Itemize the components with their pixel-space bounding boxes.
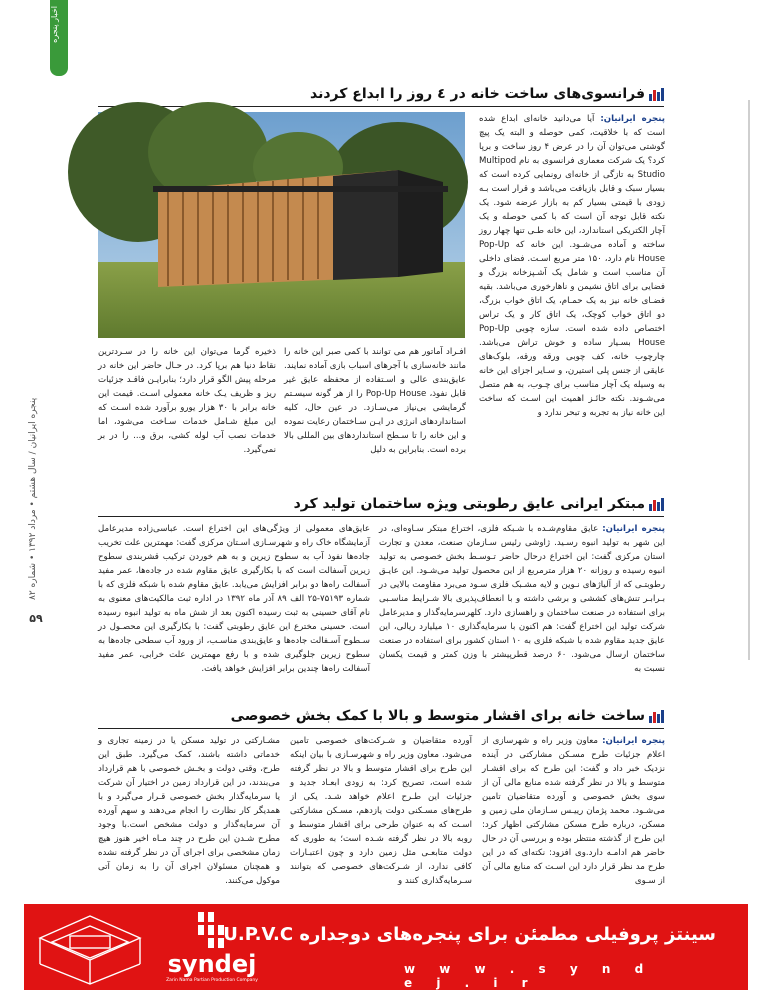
article-3-title-text: ساخت خانه برای اقشار متوسط و بالا با کمک بخش خصوصی (230, 708, 645, 724)
window-profile-icon (30, 908, 154, 988)
chart-icon (649, 498, 665, 511)
article-3-column-1 (482, 734, 665, 886)
ad-headline: سینتز پروفیلی مطمئن برای پنجره‌های دوجداره U.P.V.C (223, 924, 716, 945)
article-3-column-3 (98, 734, 280, 886)
chart-icon (649, 88, 665, 101)
article-1-title (310, 86, 665, 102)
article-2-lead: پنجره ایرانیان: (602, 524, 666, 534)
article-2-rule (98, 516, 664, 517)
ad-url[interactable]: w w w . s y n d e j . i r (404, 962, 654, 990)
ad-brand-sub: Zarin Nama Partian Production Company (166, 978, 258, 983)
article-2-col2-text: عایق‌های معمولی از ویژگی‌های این اختراع است. عباسی‌زاده مدیرعامل آزمایشگاه خاک راه و شهرسـازی اسـتان مرکزی گفت: مهمترین علت تخریب جاده‌ها نفوذ آب به سطوح زیرین و به هم خوردن ترکیب قشربندی سطوح زیرین آسفالت است که با بکارگیری عایق مقاوم شده در جاده‌ها، عمر مفید آسفالت راه‌ها دو برابر افزایش می‌یابد. عایق مقاوم شده با شبکه فلزی که با شماره ۷۵۱۹۳-۲۵ الف ۸۹ آذر ماه ۱۳۹۲ در اداره ثبت مالکیت‌های معنوی به نام آقای حسینی به ثبت رسیده اکنون بعد از شش ماه به تولید انبوه رسیده است. حسینی مخترع این عایق رطوبتی گفت: با بکارگیری این محصـول در سـطوح آسـفالت جاده‌ها و عایق‌بندی مناسـب، از ورود آب سطحی جاده‌ها به سطوح زیرین جلوگیری شده و با رفع مهمترین علت خرابی، عمر مفید آسفالت راه‌ها چندین برابر افزایش خواهد یافت. (98, 524, 370, 674)
article-1-column-1 (479, 112, 665, 440)
article-1-col2-text: افـراد آماتور هم می توانند با کمی صبر این خانه را مانند خانه‌سازی با آجرهای اسباب بازی آماده نمایند. عایق‌بندی عالی و اسـتفاده از محفظه عایق غیر قابل نفوذ، Pop-Up House را از هر گونه سیسـتم گرمایشی بی‌نیاز می‌سـازد. در عین حال، کلیه استانداردهای انرژی در ایـن سـاختمان رعایت نموده و این خانه را تا سـطح استانداردهای بین المللی بالا برده است. بنابراین به دلیل (284, 347, 466, 455)
article-1-title-text: فرانسوی‌های ساخت خانه در ٤ روز را ابداع کردند (310, 86, 645, 102)
article-1-column-2 (284, 345, 466, 455)
house-photo (98, 112, 465, 338)
section-tab (50, 0, 68, 76)
article-2-title-text: مبتکر ایرانی عایق رطوبتی ویژه ساختمان تولید کرد (293, 496, 645, 512)
page-meta: پنجره ایرانیان / سال هشتم • مرداد ۱۳۹۲ • شماره ۸۲ (28, 397, 38, 600)
article-3-col1-text: معاون وزیر راه و شهرسازی از اعلام جزئیات طرح مسـکن مشارکتی در آینده نزدیک خبر داد و گفت: این طرح که برای اقشـار متوسط و بالا در نظر گرفته شده منابع مالی آن از سوی بخش خصوصی و آورده متقاضیان تامین می‌شـود. محمد پژمان رییـس سـازمان ملی زمین و مسکن، درباره طرح مسکن مشارکتی اظهار کرد: این طرح از گذشته منتظر بوده و بررسی آن در حال حاضر هم ادامـه دارد.وی افزود: نکته‌ای که در این طرح مد نظر قرار دارد این اسـت که منابع مالی آن از سـوی (482, 736, 665, 886)
section-tab-label: اخبار پنجره (50, 6, 59, 43)
page-number: ۵۹ (29, 612, 43, 625)
article-3-title (230, 708, 665, 724)
article-2-column-1 (379, 522, 666, 674)
article-2-col1-text: عایق مقاوم‌شـده با شـبکه فلزی، اختراع مبتکر سـاوه‌ای، در این شهر به تولید انبوه رسـید. ژاوشی رئیس سـازمان صنعت، معدن و تجارت استان مرکزی گفت: این اختراع درحال حاضر تـوسـط بخش خصوصی به تولید انبوه رسیده و روزانه ۲۰ هزار مترمربع از این محصول تولید می‌شـود. این عایـق رطوبتـی که از آلیاژهای نـوین و لایه مشـبک فلزی سـود می‌برد مقاومت بالایی در بـرابـر تنش‌های کششی و برشی داشته و با انعطاف‌پذیری بالا شـرایط مناسـبی برای استفاده در صنعت ساختمان و راهسازی دارد. کلهرسرمایه‌گذار و مدیرعامل شرکت تولید این اختراع گفت: هم اکنون با سرمایه‌گذاری ۱۰ میلیارد ریالی، این عایق جدید مقاوم شده با شبکه فلزی به ۱۰ استان کشور برای استفاده در صنعت ساختمان ارسال می‌شود. ۶۰ درصد قطرپیشتر با وزن کمتر و قیمت یکسان نسبت به (379, 524, 665, 674)
article-3-rule (98, 728, 664, 729)
article-1-column-3 (98, 345, 276, 455)
article-1-col3-text: ذخیره گرما می‌توان این خانه را در سـردترین نقاط دنیا هم برپا کرد. در حـال حاضر این خانه در مرحله پیش الگو قرار دارد؛ بنابرایـن فاقـد جزئیات ریز و ظریف یـک خانه معمولی اسـت. قیمت این خانه برابر با ۳۰ هزار یورو برآورد شده اسـت که این مبلغ شـامل خدمات سـاخت می‌شود، اما خدمات نصب آب لوله کشی، برق و... را در بر نمی‌گیرد. (98, 347, 276, 455)
article-3-col2-text: آورده متقاضیان و شـرکت‌های خصوصی تامین می‌شود. معاون وزیر راه و شهرسـازی با بیان اینکه این طرح برای اقشار متوسط و بالا در نظر گرفته شده است، تصریح کرد: به زودی ابعـاد جدید و جزئیات این طـرح اعلام خواهد شـد. یکی از طرح‌های مسـکنی دولت یازدهم، مسـکن مشارکتی اسـت که به عنوان طرحی برای اقشار متوسط و روبه بالا در نظر گرفته شـده است؛ به طوری که دولت متابعـی مثل زمین دارد و چون اعتبـارات کافی ندارد، از شـرکت‌های خصوصی که بتوانند سـرمایه‌گذاری کنند و (290, 736, 472, 886)
article-1-col1-text: آیا می‌دانید خانه‌ای ابداع شده است که با خلاقیت، کمی حوصله و البته یک پیچ گوشتی می‌توان آن را در عرض ۴ روز ساخت و برپا کرد؟ یک شرکت معماری فرانسوی به نام Multipod Studio به تازگی از خانه‌ای رونمایی کرده است که بسیار سبک و قابل بازیافت می‌باشد و قرار است بـه زودی با قیمتی بسیار کم به بازار عرضه شود. یک نکته قابل توجه آن است که با کمی حوصله و یک آچار الکتریکی استاندارد، این خانه طـی تنها چهار روز ساخته و آماده می‌شـود. این خانه که Pop-Up House نام دارد، ۱۵۰ متر مربع اسـت. فضای داخلی آن مناسب است و شامل یک آشـپزخانه بزرگ و فضایی برای اتاق نشیمن و ناهارخوری می‌باشد. بقیه فضـای خانه نیز به یک حمـام، یک اتاق خواب بزرگ، دو اتاق خواب کوچک، یک اتاق کار و یک تراس اختصاص داده شده است. سازه چوبی Pop-Up House بسـیار ساده و خوش تراش می‌باشد. چارچوب خانه، کف چوبی ورقه ورقه، بلوک‌های عایقی از جنس پلی استیرن، و سـایر اجزای این خانه به وسیله یک آچار مناسب برای چـوب، به هم متصل می‌شـوند. نکته حائـز اهمیت این اسـت که ساخت این خانه نیاز به تجربه و تبحر ندارد و (479, 114, 666, 418)
article-1-lead: پنجره ایرانیان: (600, 114, 665, 124)
article-3-column-2 (290, 734, 472, 886)
article-3-lead: پنجره ایرانیان: (602, 736, 665, 746)
right-rule (748, 100, 750, 660)
article-2-title (293, 496, 665, 512)
ad-brand: syndej (167, 950, 257, 978)
article-3-col3-text: مشـارکتی در تولید مسکن یا در زمینه تجاری و خدماتی داشته باشند، کمک می‌گیرد. طبق این طرح، وقتی دولت و بخـش خصوصی با هم قرارداد می‌بندند، در این قرارداد زمین در اختیار آن شرکت یا سرمایه‌گذار بخش خصوصی قـرار می‌گیرد و با همدیگر کار نظارت را انجام می‌دهند و سهم آورده آن سرمایه‌گذار و دولت مشخص است.با وجود مطرح شـدن این طرح در چند مـاه اخیر هنوز هیچ زمان مشخصی برای اجرای آن در نظر گرفته نشده و همچنان مسئولان اجرای آن را به زمان آتی موکول می‌کنند. (98, 736, 280, 886)
chart-icon (649, 710, 665, 723)
house-photo-image (98, 112, 465, 338)
article-2-column-2 (98, 522, 370, 674)
ad-banner[interactable] (24, 904, 748, 990)
